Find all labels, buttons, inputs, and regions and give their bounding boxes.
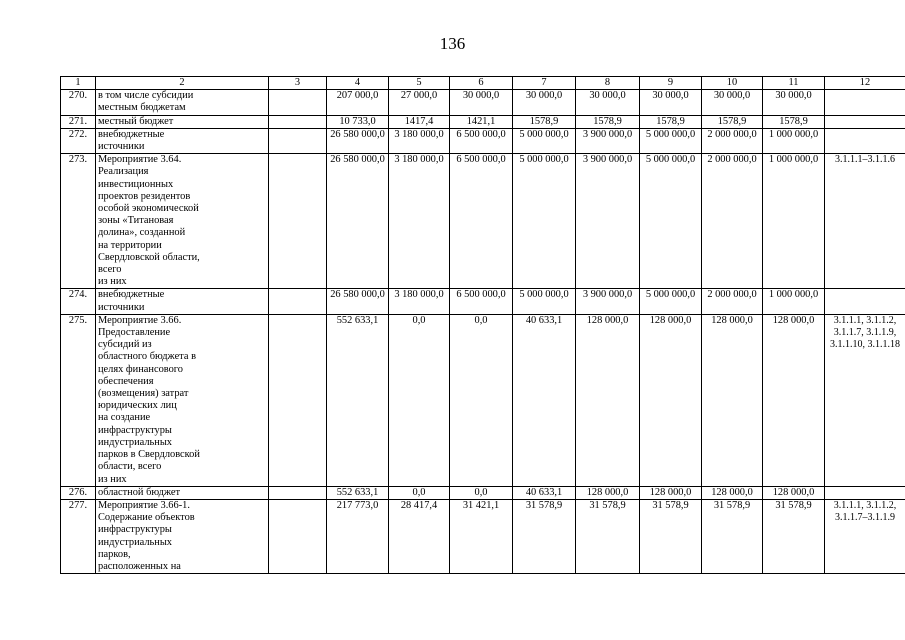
cell-col3 bbox=[269, 499, 327, 573]
cell-col6: 30 000,0 bbox=[450, 90, 513, 115]
cell-col10: 2 000 000,0 bbox=[702, 128, 763, 153]
cell-col12 bbox=[825, 128, 905, 153]
row-name: внебюджетные источники bbox=[96, 128, 269, 153]
cell-col12 bbox=[825, 486, 905, 499]
cell-col12: 3.1.1.1, 3.1.1.2, 3.1.1.7, 3.1.1.9, 3.1.1.10, 3.1.1.18 bbox=[825, 314, 905, 486]
column-header: 2 bbox=[96, 77, 269, 90]
cell-col7: 5 000 000,0 bbox=[513, 154, 576, 289]
cell-col3 bbox=[269, 128, 327, 153]
cell-col8: 3 900 000,0 bbox=[576, 128, 640, 153]
cell-col5: 0,0 bbox=[389, 486, 450, 499]
cell-col6: 6 500 000,0 bbox=[450, 128, 513, 153]
cell-col6: 0,0 bbox=[450, 314, 513, 486]
cell-col11: 31 578,9 bbox=[763, 499, 825, 573]
cell-col11: 1 000 000,0 bbox=[763, 128, 825, 153]
cell-col11: 128 000,0 bbox=[763, 486, 825, 499]
cell-col8: 31 578,9 bbox=[576, 499, 640, 573]
row-name: местный бюджет bbox=[96, 115, 269, 128]
column-header: 11 bbox=[763, 77, 825, 90]
column-header: 7 bbox=[513, 77, 576, 90]
cell-col9: 128 000,0 bbox=[640, 486, 702, 499]
table-row bbox=[61, 289, 905, 314]
cell-col8: 3 900 000,0 bbox=[576, 154, 640, 289]
row-number: 274. bbox=[61, 289, 96, 314]
row-number: 276. bbox=[61, 486, 96, 499]
table-row bbox=[61, 115, 905, 128]
cell-col3 bbox=[269, 154, 327, 289]
cell-col3 bbox=[269, 289, 327, 314]
table-row bbox=[61, 486, 905, 499]
table-row bbox=[61, 499, 905, 573]
cell-col7: 5 000 000,0 bbox=[513, 128, 576, 153]
cell-col10: 30 000,0 bbox=[702, 90, 763, 115]
cell-col5: 0,0 bbox=[389, 314, 450, 486]
row-name: в том числе субсидии местным бюджетам bbox=[96, 90, 269, 115]
column-header: 12 bbox=[825, 77, 905, 90]
cell-col4: 552 633,1 bbox=[327, 314, 389, 486]
column-header: 3 bbox=[269, 77, 327, 90]
cell-col8: 128 000,0 bbox=[576, 486, 640, 499]
cell-col4: 26 580 000,0 bbox=[327, 128, 389, 153]
cell-col3 bbox=[269, 486, 327, 499]
row-name: областной бюджет bbox=[96, 486, 269, 499]
cell-col9: 1578,9 bbox=[640, 115, 702, 128]
cell-col10: 128 000,0 bbox=[702, 314, 763, 486]
cell-col4: 217 773,0 bbox=[327, 499, 389, 573]
table-row bbox=[61, 128, 905, 153]
column-header: 5 bbox=[389, 77, 450, 90]
cell-col9: 31 578,9 bbox=[640, 499, 702, 573]
cell-col11: 128 000,0 bbox=[763, 314, 825, 486]
cell-col5: 3 180 000,0 bbox=[389, 128, 450, 153]
cell-col10: 1578,9 bbox=[702, 115, 763, 128]
cell-col8: 1578,9 bbox=[576, 115, 640, 128]
cell-col7: 1578,9 bbox=[513, 115, 576, 128]
column-header: 10 bbox=[702, 77, 763, 90]
cell-col7: 31 578,9 bbox=[513, 499, 576, 573]
cell-col7: 30 000,0 bbox=[513, 90, 576, 115]
cell-col10: 31 578,9 bbox=[702, 499, 763, 573]
cell-col8: 128 000,0 bbox=[576, 314, 640, 486]
column-header: 4 bbox=[327, 77, 389, 90]
row-name: Мероприятие 3.66-1. Содержание объектов инфраструктуры индустриальных парков, расположенных на bbox=[96, 499, 269, 573]
cell-col9: 5 000 000,0 bbox=[640, 154, 702, 289]
cell-col5: 3 180 000,0 bbox=[389, 154, 450, 289]
cell-col12: 3.1.1.1, 3.1.1.2, 3.1.1.7–3.1.1.9 bbox=[825, 499, 905, 573]
cell-col5: 3 180 000,0 bbox=[389, 289, 450, 314]
cell-col4: 10 733,0 bbox=[327, 115, 389, 128]
column-header: 6 bbox=[450, 77, 513, 90]
table-row bbox=[61, 90, 905, 115]
financing-table bbox=[60, 76, 905, 574]
cell-col5: 28 417,4 bbox=[389, 499, 450, 573]
cell-col5: 1417,4 bbox=[389, 115, 450, 128]
cell-col9: 128 000,0 bbox=[640, 314, 702, 486]
page-number: 136 bbox=[439, 34, 466, 53]
row-name: Мероприятие 3.66. Предоставление субсидий из областного бюджета в целях финансового обеспечения (возмещения) затрат юридических лиц на создание инфраструктуры индустриальных парков в Свердловской области, всего из них bbox=[96, 314, 269, 486]
cell-col7: 40 633,1 bbox=[513, 314, 576, 486]
table-row bbox=[61, 314, 905, 486]
table-row bbox=[61, 154, 905, 289]
row-number: 272. bbox=[61, 128, 96, 153]
cell-col11: 1 000 000,0 bbox=[763, 289, 825, 314]
row-number: 271. bbox=[61, 115, 96, 128]
cell-col12: 3.1.1.1–3.1.1.6 bbox=[825, 154, 905, 289]
row-number: 273. bbox=[61, 154, 96, 289]
cell-col11: 1578,9 bbox=[763, 115, 825, 128]
cell-col12 bbox=[825, 90, 905, 115]
cell-col6: 6 500 000,0 bbox=[450, 289, 513, 314]
cell-col8: 30 000,0 bbox=[576, 90, 640, 115]
column-header: 1 bbox=[61, 77, 96, 90]
cell-col12 bbox=[825, 115, 905, 128]
cell-col12 bbox=[825, 289, 905, 314]
cell-col4: 207 000,0 bbox=[327, 90, 389, 115]
cell-col9: 5 000 000,0 bbox=[640, 289, 702, 314]
cell-col4: 552 633,1 bbox=[327, 486, 389, 499]
cell-col6: 31 421,1 bbox=[450, 499, 513, 573]
row-name: Мероприятие 3.64. Реализация инвестиционных проектов резидентов особой экономической зоны «Титановая долина», созданной на территории Свердловской области, всего из них bbox=[96, 154, 269, 289]
column-header: 9 bbox=[640, 77, 702, 90]
cell-col4: 26 580 000,0 bbox=[327, 154, 389, 289]
column-header: 8 bbox=[576, 77, 640, 90]
cell-col7: 40 633,1 bbox=[513, 486, 576, 499]
row-number: 277. bbox=[61, 499, 96, 573]
cell-col10: 2 000 000,0 bbox=[702, 289, 763, 314]
cell-col6: 6 500 000,0 bbox=[450, 154, 513, 289]
cell-col3 bbox=[269, 90, 327, 115]
cell-col10: 128 000,0 bbox=[702, 486, 763, 499]
row-name: внебюджетные источники bbox=[96, 289, 269, 314]
cell-col4: 26 580 000,0 bbox=[327, 289, 389, 314]
cell-col3 bbox=[269, 115, 327, 128]
row-number: 270. bbox=[61, 90, 96, 115]
cell-col7: 5 000 000,0 bbox=[513, 289, 576, 314]
cell-col11: 30 000,0 bbox=[763, 90, 825, 115]
cell-col3 bbox=[269, 314, 327, 486]
cell-col6: 1421,1 bbox=[450, 115, 513, 128]
cell-col11: 1 000 000,0 bbox=[763, 154, 825, 289]
row-number: 275. bbox=[61, 314, 96, 486]
cell-col5: 27 000,0 bbox=[389, 90, 450, 115]
cell-col6: 0,0 bbox=[450, 486, 513, 499]
cell-col9: 30 000,0 bbox=[640, 90, 702, 115]
cell-col9: 5 000 000,0 bbox=[640, 128, 702, 153]
cell-col8: 3 900 000,0 bbox=[576, 289, 640, 314]
column-number-row bbox=[61, 77, 905, 90]
cell-col10: 2 000 000,0 bbox=[702, 154, 763, 289]
